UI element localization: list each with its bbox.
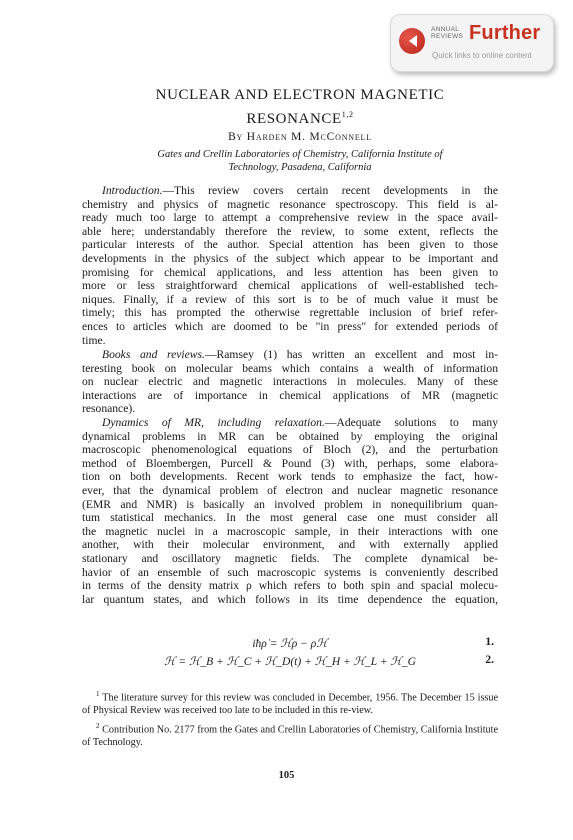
article-title: NUCLEAR AND ELECTRON MAGNETIC RESONANCE$^{1,2}$ [155, 87, 445, 127]
equation-2-expression: ℋ = ℋ_B + ℋ_C + ℋ_D(t) + ℋ_H + ℋ_L + ℋ_G [164, 656, 416, 668]
intro-heading: Introduction. [102, 184, 163, 197]
equation-1-number: 1. [485, 636, 494, 648]
further-badge[interactable] [390, 14, 554, 72]
further-label: Further [469, 22, 541, 44]
dynamics-heading: Dynamics of MR, including relaxation. [102, 416, 325, 429]
page-number: 105 [278, 770, 295, 781]
books-heading: Books and reviews. [102, 348, 205, 361]
annual-reviews-wordmark: ANNUAL REVIEWS [431, 26, 464, 40]
footnote-2: $^2$ Contribution No. 2177 from the Gates and Crellin Laboratories of Chemistry, California Institute of Technology. [82, 721, 498, 748]
equation-1-expression: iħρ̇ = ℋρ − ρℋ [252, 638, 328, 650]
footnotes [82, 688, 498, 751]
author-line: By Harden M. McConnell [228, 131, 372, 143]
dynamics-paragraph: Dynamics of MR, including relaxation.—Adequate solutions to many dynamical problems in MR can be obtained by employing the original macroscopic phenomenological equations of Bloch (2), and the perturbation method of Bloembergen, Purcell & Pound (3) with, perhaps, some elabora- tion on both developments. Recent work tends to emphasize the fact, how- ever, that the dynamical problem of electron and nuclear magnetic resonance (EMR and NMR) is basically an involved problem in nonequilibrium quan- tum statistical mechanics. In the most general case one must consider all the magnetic nuclei in a macroscopic sample, in their interactions with one another, with their molecular environment, and with externally applied stationary and oscillatory magnetic fields. The complete dynamical be- havior of an ensemble of such macroscopic systems is conveniently described in terms of the density matrix ρ which refers to both spin and spacial molecu- lar quantum states, and which follows in its time dependence the equation, [82, 416, 498, 606]
further-subtitle: Quick links to online content [432, 51, 532, 60]
affiliation: Gates and Crellin Laboratories of Chemistry, California Institute of Technology, Pasadena, California [157, 149, 443, 173]
books-paragraph: Books and reviews.—Ramsey (1) has written an excellent and most in- teresting book on molecular beams which contains a wealth of information on nuclear electric and magnetic interactions in molecules. Many of these interactions are of importance in chemical applications of MR (magnetic resonance). [82, 348, 498, 416]
equation-2-number: 2. [485, 654, 494, 666]
intro-paragraph: Introduction.—This review covers certain recent developments in the chemistry and physics of magnetic resonance spectroscopy. This field is al- ready much too large to attempt a comprehensive review in the space avail- able here; understandably therefore the review, to some extent, reflects the particular interests of the author. Special attention has been given to those developments in the physics of the subject which appear to be important and promising for chemical applications, and less attention has been given to more or less straightforward chemical applications of well-established tech- niques. Finally, if a review of this sort is to be of much value it must be timely; this has prompted the otherwise regrettable inclusion of brief refer- ences to articles which are doomed to be "in press" for extended periods of time. [82, 184, 498, 347]
annual-reviews-logo-icon [399, 28, 425, 54]
footnote-1: $^1$ The literature survey for this review was concluded in December, 1956. The December 15 issue of Physical Review was received too late to be included in this re-view. [82, 690, 498, 716]
